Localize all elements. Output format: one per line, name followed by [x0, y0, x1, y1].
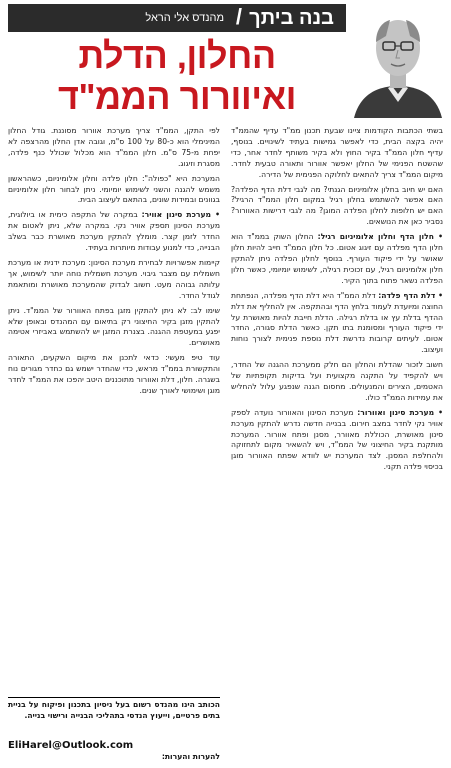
- paragraph: האם יש חיוב בחלון אלומיניום הגנתי? מה לגבי דלת הדף הפלדה? האם אפשר להשתמש בחלון רגיל במקום חלון הממ"ד הרגיל? האם יש חלופות לחלון הפלדה המוגן? מה לגבי דרישות האוורור? נסביר כאן את הנושאים.: [231, 184, 443, 227]
- article-column-right: [231, 126, 443, 760]
- paragraph: המערכת היא "כפולה": חלון פלדה וחלון אלומיניום, כשהראשון משמש להגנה והשני לשימוש יומיומי. ניתן לבחור חלון אלומיניום בגוונים ובמידות שונים, בהתאם לעיצוב הבית.: [8, 173, 220, 205]
- author-bio: הכותב הינו מהנדס רשום בעל ניסיון בתכנון ופיקוח על בניית בתים פרטיים, וייעוץ הנדסי בתהליכי הבנייה ורישוי בנייה.: [8, 697, 220, 721]
- paragraph: עוד טיפ מעשי: כדאי לתכנן את מיקום השקעים, התאורה והתקשורת בממ"ד מראש, כדי שהחדר ישמש גם כחדר מגורים נוח בשגרה. חלון, דלת ואוורור מתוכננים היטב יהפכו את הממ"ד לחדר מוגן ושימושי לאורך שנים.: [8, 353, 220, 395]
- section-title: • מערכת סינון ואוורור:: [357, 407, 443, 417]
- author-name: מהנדס אלי הראל: [145, 12, 224, 24]
- header-separator: /: [235, 4, 242, 29]
- column-name: בנה ביתך: [249, 7, 334, 29]
- paragraph: [231, 291, 443, 356]
- paragraph-text: במקרה של התקפה כימית או ביולוגית, מערכת הסינון תספק אוויר נקי. במקרה שלא, ניתן לאטום את החדר לזמן קצר. מומלץ להתקין מערכת מאושרת כבר בשלב הבנייה, כדי למנוע עבודות מיותרות בעתיד.: [8, 210, 220, 253]
- paragraph: בשתי הכתבות הקודמות ציינו שבעת תכנון ממ"ד עדיף שהממ"ד יהיה בקצה הבית, כדי לאפשר גמישות בעתיד לשינויים. בנוסף, עדיף חלון הממ"ד בקיר החוץ ולא בקיר משותף לחדר אחר, כדי שהשטח הפנימי של החלון יאפשר אוורור ותאורה טבעית לחדר. מיקום הממ"ד צריך להתאים לחלוקה הפנימית של הדירה.: [231, 126, 443, 179]
- paragraph-text: החלון השוק בממ"ד הוא חלון הדף מפלדה עם זיגוג אטום. כל חלון הממ"ד חייב להיות חלון שאושר על ידי פיקוד העורף. בנוסף לחלון הפלדה ניתן להתקין חלון אלומיניום רגיל, עם זכוכית רגילה, לשימוש יומיומי, כאשר חלון הפלדה נשאר פתוח בתוך הקיר.: [231, 232, 443, 285]
- section-title: • מערכת סינון אוויר:: [141, 210, 220, 220]
- email-label: להערות והערות:: [161, 752, 220, 761]
- paragraph: קיימות אפשרויות לבחירת מערכת הסינון: מערכת ידנית או מערכת חשמלית עם מצבר גיבוי. מערכת חשמלית נוחה יותר לשימוש, אך עלותה גבוהה מעט. חשוב לבדוק שהמערכת מאושרת ומותאמת לגודל החדר.: [8, 257, 220, 300]
- headline-line-2: ואיוורור הממ"ד: [58, 76, 296, 117]
- section-title: • דלת הדף פלדה:: [378, 290, 443, 300]
- paragraph: [8, 210, 220, 254]
- paragraph: חשוב לזכור שהדלת והחלון הם חלק ממערכת ההגנה של החדר, ויש להקפיד על התקנה מקצועית ועל בדיקות תקופתיות של האטמים, הצירים והמנעולים. מחסום הגנה שנפגע עלול להחליש את עמידות הממ"ד כולו.: [231, 360, 443, 402]
- column-header-bar: [8, 4, 346, 32]
- paragraph: [231, 232, 443, 287]
- author-portrait-icon: [350, 2, 446, 118]
- author-photo: [350, 2, 446, 118]
- article-column-left: [8, 126, 220, 692]
- section-title: • חלון הדף וחלון אלומיניום רגיל:: [317, 232, 443, 242]
- paragraph: שימו לב: לא ניתן להתקין מזגן בפתח האוורור של הממ"ד. ניתן להתקין מזגן בקיר החיצוני רק בתיאום עם המהנדס ובאופן שלא יפגע במעטפת ההגנה. בצנרת המזגן יש להשתמש באביזרי אטימה מאושרים.: [8, 305, 220, 348]
- paragraph-text: מערכת הסינון והאוורור נועדה לספק אוויר נקי לחדר במצב חירום. בבנייה חדשה נדרש להתקין מערכת סינון מאושרת, הכוללת מאוורר, מסנן ופתח אוורור. המערכת מותקנת בקיר החיצוני של הממ"ד, ויש להשאיר מקום לתחזוקה ולהחלפת המסנן. לצד המערכת יש לוודא שפתח האוורור מוגן בכיסוי פלדה תקני.: [231, 407, 443, 472]
- headline-line-1: החלון, הדלת: [78, 35, 276, 76]
- paragraph: [231, 408, 443, 473]
- paragraph-text: דלת הממ"ד היא דלת הדף מפלדה, הנפתחת החוצה ומיועדת לעמוד בלחץ הדף ובהתקפה. אין להחליף את דלת ההדף בדלת עץ או בדלת רגילה. הדלת חייבת להיות מאושרת על ידי פיקוד העורף ומסומנת בתו תקן. כאשר הדלת סגורה, החדר אטום. לעיתים קרובות נדרשת דלת נוספת פנימית לצורך נוחות ועיצוב.: [231, 290, 443, 355]
- author-email: EliHarel@Outlook.com: [8, 740, 134, 751]
- paragraph: לפי התקן, הממ"ד צריך מערכת אוורור מסוננת. גודל החלון המינימלי הוא כ-80 על 100 ס"מ, וגובה אדן החלון מהרצפה לא יפחת מ-75 ס"מ. חלון הממ"ד הוא מכלול שכולל כנף פלדה, מסגרת וזיגוג.: [8, 126, 220, 168]
